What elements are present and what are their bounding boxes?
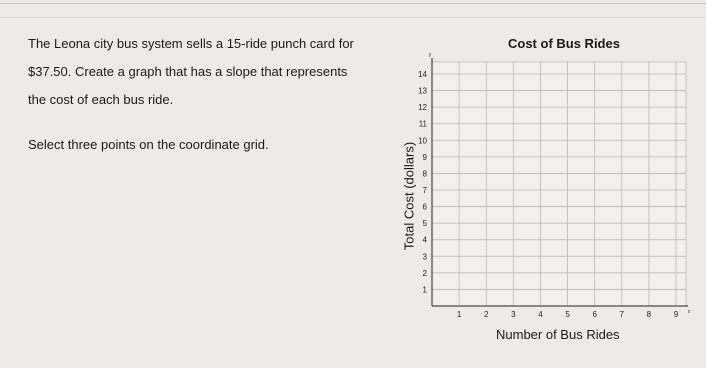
- problem-line-3: the cost of each bus ride.: [28, 92, 174, 107]
- x-tick-label: 5: [565, 310, 570, 319]
- y-tick-label: 3: [422, 252, 427, 262]
- x-tick-label: 4: [538, 310, 543, 319]
- instruction-text: Select three points on the coordinate grid.: [28, 137, 269, 152]
- chart-title: Cost of Bus Rides: [508, 36, 620, 51]
- x-tick-label: 3: [511, 310, 516, 319]
- x-tick-label: 1: [456, 310, 462, 319]
- y-tick-label: 12: [418, 103, 427, 113]
- x-tick-label: 9: [673, 310, 679, 319]
- y-tick-label: 2: [422, 268, 427, 278]
- y-tick-label: 14: [418, 70, 427, 79]
- y-tick-label: 7: [422, 186, 427, 195]
- x-axis-letter: x: [687, 309, 691, 315]
- problem-line-2: $37.50. Create a graph that has a slope that represents: [28, 64, 348, 79]
- y-axis-label: Total Cost (dollars): [401, 141, 417, 251]
- y-tick-label: 4: [422, 235, 427, 245]
- y-axis-letter: y: [428, 52, 432, 58]
- y-tick-label: 9: [422, 152, 427, 162]
- y-tick-label: 5: [422, 219, 427, 229]
- x-tick-label: 8: [646, 310, 652, 319]
- problem-line-1: The Leona city bus system sells a 15-ride punch card for: [28, 36, 354, 51]
- plot-area[interactable]: [432, 62, 686, 306]
- y-tick-label: 8: [422, 169, 427, 179]
- y-tick-label: 11: [418, 119, 427, 129]
- x-tick-label: 6: [592, 310, 597, 319]
- y-tick-label: 10: [418, 136, 427, 146]
- x-tick-label: 7: [619, 310, 625, 319]
- y-tick-label: 13: [418, 86, 427, 96]
- y-tick-label: 1: [422, 285, 427, 295]
- x-tick-label: 2: [483, 310, 489, 319]
- y-tick-label: 6: [422, 202, 427, 212]
- x-axis-label: Number of Bus Rides: [496, 327, 620, 342]
